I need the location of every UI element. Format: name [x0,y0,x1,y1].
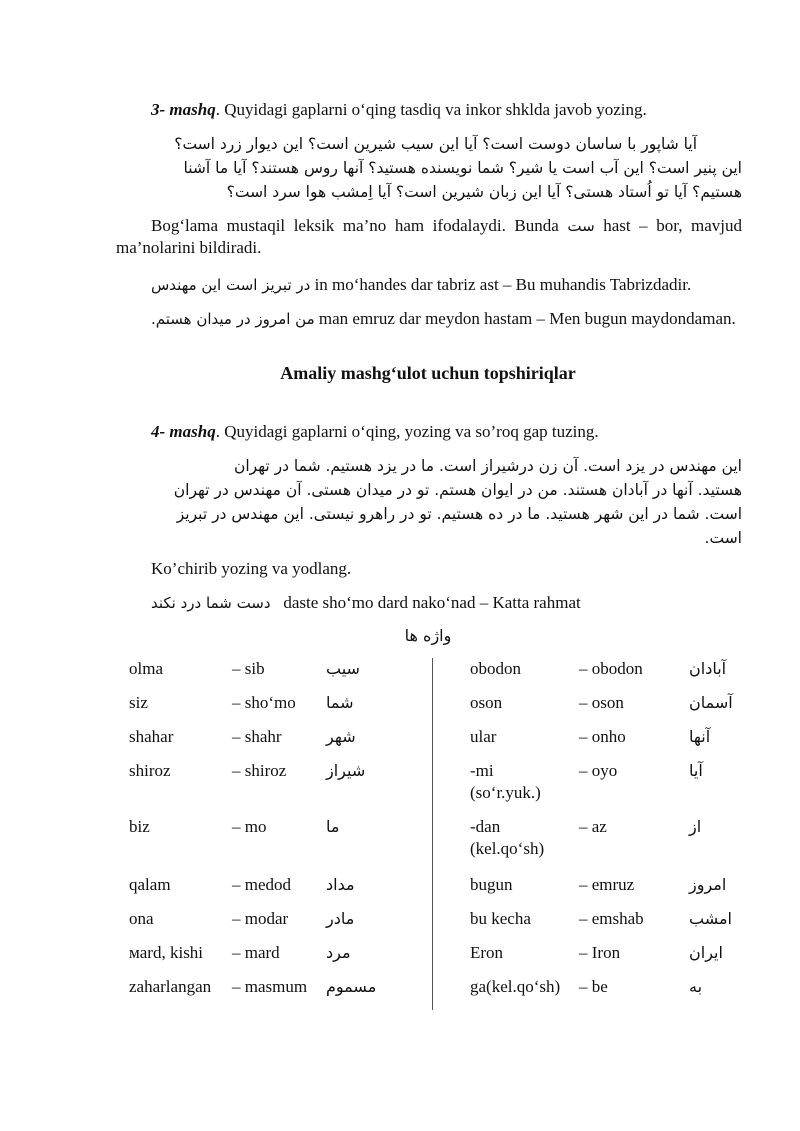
vocab-transliteration: – az [579,817,607,836]
persian-line: هستیم؟ آیا تو اُستاد هستی؟ آیا این زبان شیرین است؟ آیا اِمشب هوا سرد است؟ [226,183,742,201]
vocab-uzbek-word: siz [129,693,148,712]
persian-line: است. [704,529,742,547]
vocab-persian-word: مرد [326,943,351,962]
vocab-transliteration: – masmum [232,977,308,996]
vocab-uzbek-note: (so‘r.yuk.) [470,783,541,802]
vocab-uzbek-word: bu kecha [470,909,531,928]
vocab-uzbek-word: ona [129,909,154,928]
exercise-4-persian-sentences [116,454,742,550]
persian-phrase: .من امروز در میدان هستم [151,310,315,328]
vocab-persian-word: مداد [326,875,355,894]
vocab-uzbek-word: ga(kel.qo‘sh) [470,977,561,996]
exercise-3-label: 3- mashq [151,100,216,119]
persian-line: این پنیر است؟ این آب است یا شیر؟ شما نویسنده هستید؟ آنها روس هستند؟ آیا ما آشنا [183,159,742,177]
vocab-persian-word: آبادان [689,659,727,678]
vocab-persian-word: سیب [326,659,360,678]
exercise-4-label: 4- mashq [151,422,216,441]
vocabulary-title: واژه ها [404,626,452,645]
vocab-uzbek-word: olma [129,659,163,678]
vocab-transliteration: – be [579,977,608,996]
vocab-transliteration: – onho [579,727,626,746]
exercise-3-instruction [116,99,742,120]
persian-word: ست [567,217,595,235]
vocab-transliteration: – medod [232,875,292,894]
vocab-transliteration: – mard [232,943,280,962]
example-line-2: .من امروز در میدان هستم man emruz dar meydon hastam – Men bugun maydondaman. [151,309,736,328]
vocab-uzbek-word: obodon [470,659,521,678]
persian-phrase: در تبریز است این مهندس [151,276,311,294]
vocab-persian-word: آسمان [689,693,733,712]
vocab-uzbek-word: bugun [470,875,513,894]
vocab-transliteration: – shiroz [232,761,287,780]
vocab-uzbek-word: -mi [470,761,494,780]
vocab-uzbek-word: zaharlangan [129,977,212,996]
vocab-persian-word: مادر [326,909,355,928]
vocab-transliteration: – emruz [579,875,635,894]
vocab-persian-word: مسموم [326,977,377,996]
vocab-uzbek-word: biz [129,817,150,836]
vocab-uzbek-word: oson [470,693,503,712]
vocab-persian-word: شما [326,693,354,712]
persian-line: این مهندس در یزد است. آن زن درشیراز است. ما در یزد هستیم. شما در تهران [233,457,742,475]
vocab-persian-word: امروز [689,875,727,894]
vocab-uzbek-word: shahar [129,727,174,746]
vocab-transliteration: – modar [232,909,289,928]
vocab-transliteration: – obodon [579,659,643,678]
vocab-uzbek-note: (kel.qo‘sh) [470,839,545,858]
exercise-3-persian-sentences [116,132,742,204]
vocab-persian-word: شیراز [326,761,366,780]
vocab-uzbek-word: shiroz [129,761,171,780]
vocab-transliteration: – sib [232,659,265,678]
vocab-persian-word: ما [326,817,340,836]
vocab-persian-word: آنها [689,727,711,746]
persian-line: است. شما در این شهر هستید. ما در ده هستیم. تو در راهرو نیستی. این مهندس در تبریز [176,505,742,523]
vocab-persian-word: امشب [689,909,732,928]
vocab-transliteration: – emshab [579,909,644,928]
column-divider [432,658,433,1010]
vocab-transliteration: – shahr [232,727,282,746]
persian-phrase: دست شما درد نکند [151,594,271,612]
vocab-persian-word: به [689,977,703,996]
vocab-persian-word: شهر [326,727,356,746]
persian-line: آیا شاپور با ساسان دوست است؟ آیا این سیب شیرین است؟ این دیوار زرد است؟ [174,135,697,153]
vocab-persian-word: ایران [689,943,723,962]
copy-instruction: Ko’chirib yozing va yodlang. [151,559,352,578]
vocab-transliteration: – oson [579,693,624,712]
vocab-transliteration: – Iron [579,943,621,962]
vocab-persian-word: از [689,817,702,836]
vocab-uzbek-word: мard, kishi [129,943,204,962]
vocab-transliteration: – sho‘mo [232,693,296,712]
exercise-3-text: . Quyidagi gaplarni o‘qing tasdiq va inkor shklda javob yozing. [215,100,647,119]
exercise-4-text: . Quyidagi gaplarni o‘qing, yozing va so’roq gap tuzing. [215,422,599,441]
vocab-persian-word: آیا [689,761,703,780]
vocab-uzbek-word: Eron [470,943,504,962]
exercise-4-instruction [116,421,742,442]
vocab-uzbek-word: -dan [470,817,501,836]
example-line-1: در تبریز است این مهندس in mo‘handes dar tabriz ast – Bu muhandis Tabrizdadir. [151,275,692,294]
section-heading: Amaliy mashg‘ulot uchun topshiriqlar [280,363,576,383]
persian-line: هستید. آنها در آبادان هستند. من در ایوان هستم. تو در میدان هستی. آن مهندس در تهران [173,481,742,499]
vocab-transliteration: – oyo [579,761,618,780]
vocab-uzbek-word: ular [470,727,497,746]
example-line-3: دست شما درد نکند daste sho‘mo dard nako‘nad – Katta rahmat [151,593,581,612]
vocab-transliteration: – mo [232,817,267,836]
boglama-paragraph: Bog‘lama mustaqil leksik ma’no ham ifodalaydi. Bunda ست hast – bor, mavjud ma’nolarini bildiradi. [116,216,743,257]
vocab-uzbek-word: qalam [129,875,171,894]
